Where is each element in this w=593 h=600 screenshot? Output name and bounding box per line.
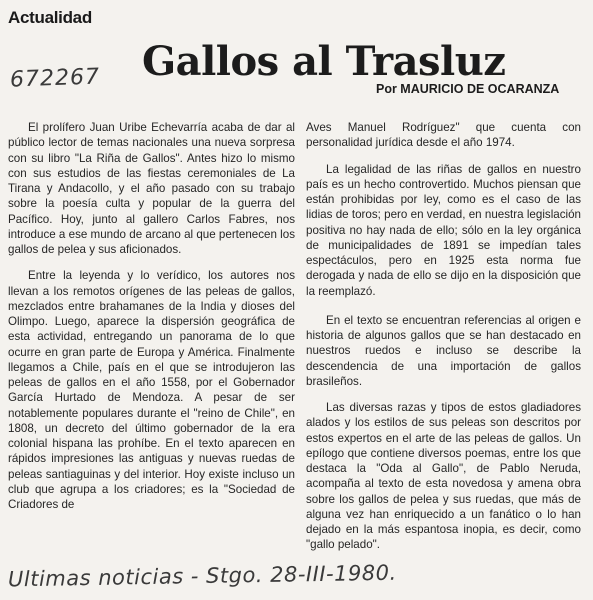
section-label: Actualidad xyxy=(8,8,92,27)
article-column-left xyxy=(8,120,295,512)
article-byline: Por MAURICIO DE OCARANZA xyxy=(376,82,560,96)
paragraph: Aves Manuel Rodríguez" que cuenta con personalidad jurídica desde el año 1974. xyxy=(306,121,581,150)
paragraph: El prolífero Juan Uribe Echevarría acaba de dar al público lector de temas nacionales una nueva sorpresa con su libro "La Riña de Gallos". Antes hizo lo mismo con sus estudios de las fiestas ceremoniales de La Tirana y Andacollo, y el año pasado con su trabajo sobre la poesía culta y popular de la guerra del Pacífico. Hoy, junto al gallero Carlos Fabres, nos introduce a ese mundo de arcano al que pertenecen los gallos de pelea y sus aficionados. xyxy=(8,121,295,256)
article-headline: Gallos al Trasluz xyxy=(142,38,506,85)
paragraph: Las diversas razas y tipos de estos gladiadores alados y los estilos de sus peleas son descritos por estos expertos en el arte de las peleas de gallos. Un epílogo que contiene diversos poemas, entre los que destaca la "Oda al Gallo", de Pablo Neruda, acompaña al texto de esta novedosa y amena obra sobre los gallos de pelea y sus ruedas, que más de alguna vez han enriquecido a un fanático o lo han dejado en la más espantosa inopia, es decir, como "gallo pelado". xyxy=(306,401,581,552)
article-column-right xyxy=(306,120,581,553)
handwritten-catalog-number: 672267 xyxy=(9,64,101,93)
paragraph: En el texto se encuentran referencias al origen e historia de algunos gallos que se han destacado en nuestros ruedos e incluso se describe la descendencia de una importación de gallos brasileños. xyxy=(306,313,581,388)
handwritten-source-note: Ultimas noticias - Stgo. 28-III-1980. xyxy=(7,560,397,592)
paragraph: Entre la leyenda y lo verídico, los autores nos llevan a los remotos orígenes de las peleas de gallos, mezclados entre brahamanes de la India y dioses del Olimpo. Luego, aparece la dispersión geográfica de esta actividad, entregando un panorama de lo que ocurre en gran parte de Europa y América. Finalmente llegamos a Chile, país en el que se introdujeron las peleas de gallos en el año 1558, por el Gobernador García Hurtado de Mendoza. A pesar de ser notablemente populares durante el "reino de Chile", en 1808, un decreto del último gobernador de la era colonial hispana las prohíbe. En el texto aparecen en rápidos impresiones las antiguas y nuevas ruedas de peleas santiaguinas y del interior. Hoy existe incluso un club que agrupa a los criadores; es la "Sociedad de Criadores de xyxy=(8,269,295,511)
paragraph: La legalidad de las riñas de gallos en nuestro país es un hecho controvertido. Muchos piensan que están prohibidas por ley, como es el caso de las lidias de toros; pero en verdad, en nuestra legislación positiva no hay nada de ello; sólo en la ley orgánica de municipalidades de 1891 se impedían tales espectáculos, pero en 1925 esta norma fue derogada y nada de ello se dijo en la disposición que la reemplazó. xyxy=(306,162,581,298)
